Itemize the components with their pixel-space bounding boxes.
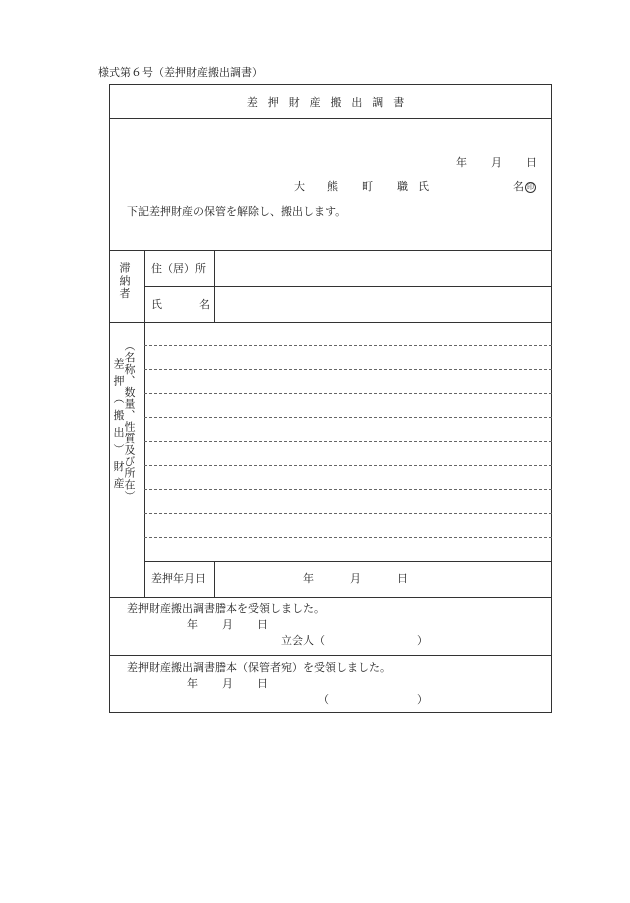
delinquent-field-divider <box>214 250 215 322</box>
property-row-line <box>144 417 552 418</box>
property-row-line <box>144 465 552 466</box>
seizure-year-label: 年 <box>303 572 314 585</box>
header-month-label: 月 <box>491 156 502 169</box>
property-row-line <box>144 441 552 442</box>
seizure-date-label: 差押年月日 <box>151 572 206 585</box>
address-divider <box>144 286 552 287</box>
header-divider <box>109 250 552 251</box>
seizure-month-label: 月 <box>350 572 361 585</box>
witness-close-paren: ） <box>417 634 428 647</box>
receipt-divider <box>109 655 552 656</box>
title-divider <box>109 118 552 119</box>
receipt2-year: 年 <box>187 677 198 690</box>
issuer-town-char: 熊 <box>327 180 338 193</box>
name-label-second: 名 <box>199 298 210 311</box>
receipt1-year: 年 <box>187 618 198 631</box>
property-row[interactable] <box>150 544 545 558</box>
form-id: 様式第６号（差押財産搬出調書） <box>98 66 263 79</box>
seizure-date-divider <box>144 561 552 562</box>
receipt2-text: 差押財産搬出調書謄本（保管者宛）を受領しました。 <box>127 661 391 674</box>
custodian-open-paren: （ <box>318 693 329 706</box>
header-day-label: 日 <box>526 156 537 169</box>
seal-mark: 印 <box>527 182 534 191</box>
receipt2-day: 日 <box>257 677 268 690</box>
property-row-line <box>144 369 552 370</box>
seal-name-label: 名 印 <box>513 180 534 193</box>
property-row-line <box>144 393 552 394</box>
dispatch-statement: 下記差押財産の保管を解除し、搬出します。 <box>127 205 347 218</box>
receipt1-month: 月 <box>222 618 233 631</box>
property-divider <box>109 597 552 598</box>
custodian-close-paren: ） <box>417 693 428 706</box>
property-row[interactable] <box>150 328 545 342</box>
header-year-label: 年 <box>456 156 467 169</box>
seizure-day-label: 日 <box>397 572 408 585</box>
receipt1-text: 差押財産搬出調書謄本を受領しました。 <box>127 602 325 615</box>
property-row[interactable] <box>150 424 545 438</box>
property-side-label: 差押（搬出）財産 <box>112 358 125 495</box>
delinquent-label: 滞納者 <box>118 262 131 300</box>
property-row-line <box>144 489 552 490</box>
property-row[interactable] <box>150 400 545 414</box>
form-frame <box>109 84 552 713</box>
property-row[interactable] <box>150 472 545 486</box>
property-row[interactable] <box>150 520 545 534</box>
issuer-town-char: 町 <box>362 180 373 193</box>
property-side-sublabel: （名称、数量、性質及び所在） <box>123 340 136 502</box>
delinquent-divider <box>109 322 552 323</box>
receipt2-month: 月 <box>222 677 233 690</box>
issuer-name-label: 氏 <box>418 180 429 193</box>
name-label-first: 氏 <box>151 298 162 311</box>
document-title: 差押財産搬出調書 <box>246 96 415 109</box>
property-row[interactable] <box>150 448 545 462</box>
property-row-line <box>144 345 552 346</box>
address-label: 住（居）所 <box>151 262 206 275</box>
date-field-divider <box>214 561 215 597</box>
property-row-line <box>144 537 552 538</box>
property-row[interactable] <box>150 496 545 510</box>
property-row-line <box>144 513 552 514</box>
issuer-title: 職 <box>397 180 408 193</box>
issuer-town-char: 大 <box>294 180 305 193</box>
witness-label: 立会人（ <box>281 634 325 647</box>
property-row[interactable] <box>150 376 545 390</box>
label-column-divider <box>144 250 145 597</box>
receipt1-day: 日 <box>257 618 268 631</box>
property-row[interactable] <box>150 352 545 366</box>
